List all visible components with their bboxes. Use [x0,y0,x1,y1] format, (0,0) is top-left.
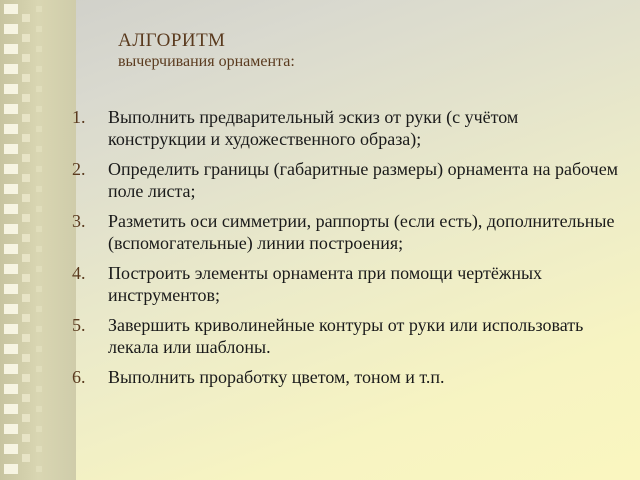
step-number: 6. [72,367,86,387]
list-item [72,210,620,254]
step-text: Определить границы (габаритные размеры) орнамента на рабочем поле листа; [108,159,619,201]
step-number: 3. [72,211,86,231]
list-item [72,262,620,306]
step-text: Завершить криволинейные контуры от руки или использовать лекала или шаблоны. [108,315,584,357]
step-text: Построить элементы орнамента при помощи чертёжных инструментов; [108,263,543,305]
step-text: Разметить оси симметрии, раппорты (если есть), дополнительные (вспомогательные) линии построения; [108,211,615,253]
list-item [72,314,620,358]
step-number: 2. [72,159,86,179]
slide-title [118,30,295,72]
decorative-side-strip [0,0,76,480]
title-main: АЛГОРИТМ [118,30,226,51]
step-text: Выполнить проработку цветом, тоном и т.п. [108,367,445,387]
list-item [72,158,620,202]
step-number: 4. [72,263,86,283]
step-number: 5. [72,315,86,335]
title-subtitle: вычерчивания орнамента: [118,53,295,70]
step-text: Выполнить предварительный эскиз от руки (с учётом конструкции и художественного образа); [108,107,519,149]
steps-list [72,106,620,396]
decorative-squares [36,6,42,474]
decorative-squares [4,4,18,476]
step-number: 1. [72,107,86,127]
list-item [72,106,620,150]
decorative-squares [22,14,30,474]
list-item [72,366,620,388]
